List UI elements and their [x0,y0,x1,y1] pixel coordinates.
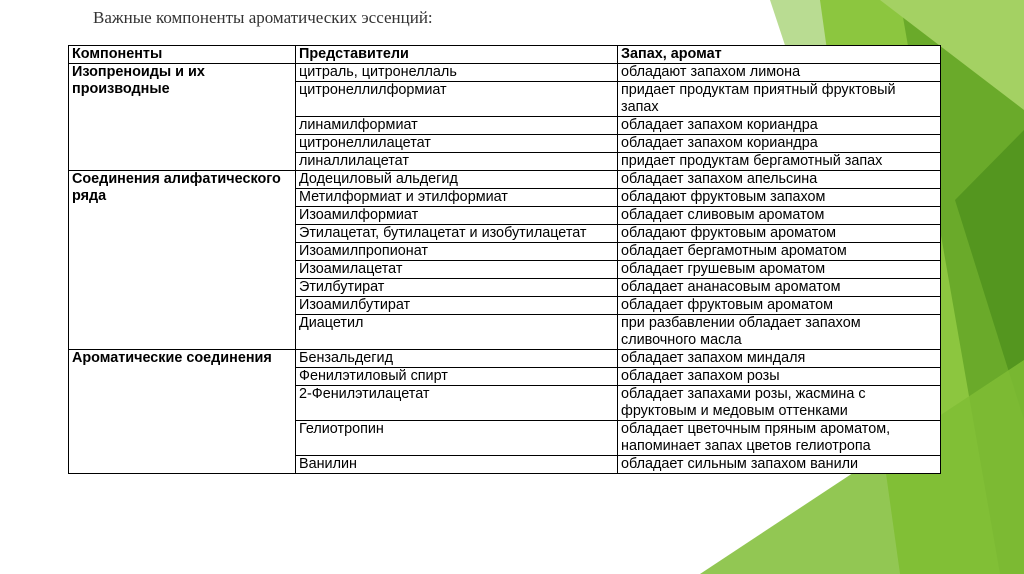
representative-cell: 2-Фенилэтилацетат [296,386,618,421]
aroma-cell: обладают фруктовым ароматом [618,225,941,243]
aroma-cell: обладает запахом розы [618,368,941,386]
aroma-cell: обладает фруктовым ароматом [618,297,941,315]
representative-cell: Изоамилформиат [296,207,618,225]
representative-cell: линаллилацетат [296,153,618,171]
representative-cell: цитраль, цитронеллаль [296,64,618,82]
representative-cell: Изоамилацетат [296,261,618,279]
components-table [68,45,941,474]
table-row [69,350,941,368]
header-aroma: Запах, аромат [618,46,941,64]
group-isoprenoids: Изопреноиды и их производные [69,64,296,171]
aroma-cell: обладает сливовым ароматом [618,207,941,225]
representative-cell: цитронеллилформиат [296,82,618,117]
aroma-cell: обладает цветочным пряным ароматом, напоминает запах цветов гелиотропа [618,421,941,456]
aroma-cell: при разбавлении обладает запахом сливочного масла [618,315,941,350]
representative-cell: Додециловый альдегид [296,171,618,189]
representative-cell: цитронеллилацетат [296,135,618,153]
aroma-cell: обладает запахом миндаля [618,350,941,368]
aroma-cell: обладает запахом кориандра [618,117,941,135]
representative-cell: Бензальдегид [296,350,618,368]
table-header-row [69,46,941,64]
representative-cell: Гелиотропин [296,421,618,456]
aroma-cell: обладают запахом лимона [618,64,941,82]
table-row [69,64,941,82]
representative-cell: Этилацетат, бутилацетат и изобутилацетат [296,225,618,243]
aroma-cell: обладает запахом апельсина [618,171,941,189]
table-row [69,171,941,189]
aroma-cell: обладает сильным запахом ванили [618,456,941,474]
representative-cell: линамилформиат [296,117,618,135]
aroma-cell: обладает грушевым ароматом [618,261,941,279]
representative-cell: Метилформиат и этилформиат [296,189,618,207]
slide-title: Важные компоненты ароматических эссенций: [93,8,433,27]
header-representatives: Представители [296,46,618,64]
header-components: Компоненты [69,46,296,64]
aroma-cell: обладает запахом кориандра [618,135,941,153]
aroma-cell: обладают фруктовым запахом [618,189,941,207]
aroma-cell: обладает запахами розы, жасмина с фруктовым и медовым оттенками [618,386,941,421]
representative-cell: Фенилэтиловый спирт [296,368,618,386]
representative-cell: Диацетил [296,315,618,350]
representative-cell: Ванилин [296,456,618,474]
group-aliphatic: Соединения алифатического ряда [69,171,296,350]
group-aromatic: Ароматические соединения [69,350,296,474]
representative-cell: Изоамилпропионат [296,243,618,261]
representative-cell: Этилбутират [296,279,618,297]
representative-cell: Изоамилбутират [296,297,618,315]
aroma-cell: придает продуктам бергамотный запах [618,153,941,171]
aroma-cell: обладает ананасовым ароматом [618,279,941,297]
aroma-cell: придает продуктам приятный фруктовый запах [618,82,941,117]
aroma-cell: обладает бергамотным ароматом [618,243,941,261]
